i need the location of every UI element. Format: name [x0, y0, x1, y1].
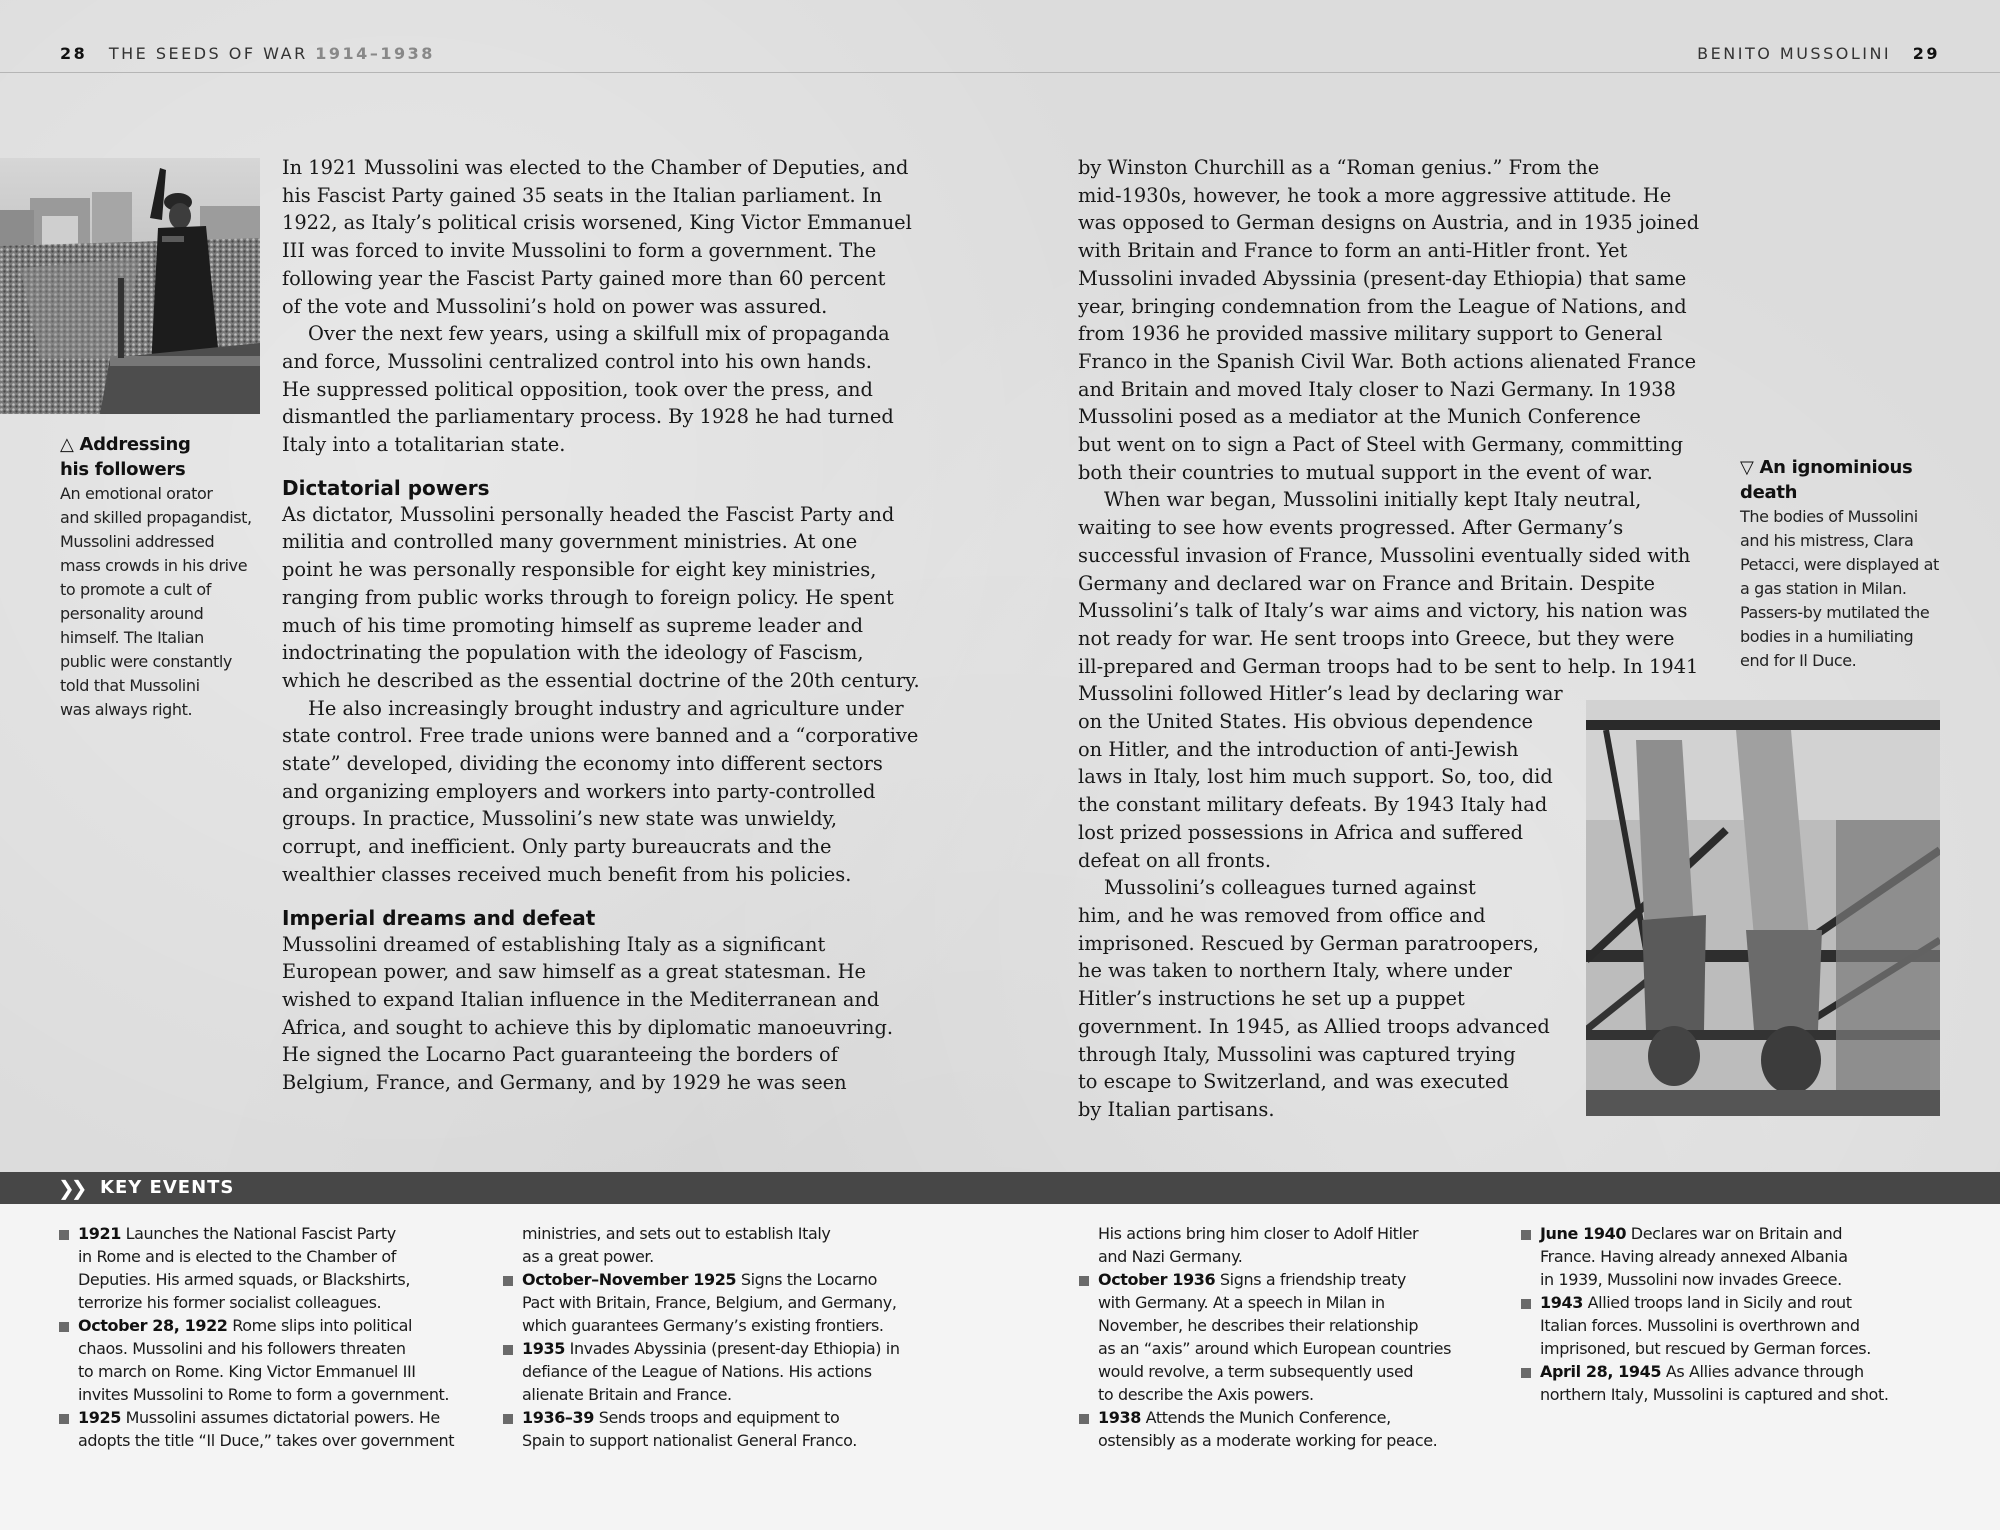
paragraph: When war began, Mussolini initially kept Italy neutral, waiting to see how events progressed. After Germany’s successful invasion of France, Mussolini eventually sided with Germany and declared war on France and Britain. Despite Mussolini’s talk of Italy’s war aims and victory, his nation was not ready for war. He sent troops into Greece, but they were ill-prepared and German troops had to be sent to help. In 1941 Mussolini followed Hitler’s lead by declaring war on the United States. His obvious dependence on Hitler, and the introduction of anti-Jewish laws in Italy, lost him much support. So, too, did the constant military defeats. By 1943 Italy had lost prized possessions in Africa and suffered defeat on all fronts.	[1078, 488, 1699, 872]
key-event-item: 1921 Launches the National Fascist Party	[58, 1222, 454, 1245]
chapter-title: BENITO MUSSOLINI	[1697, 44, 1892, 63]
key-event-item: 1936–39 Sends troops and equipment to	[502, 1406, 900, 1429]
right-caption-title: ▽ An ignominious death	[1740, 457, 1913, 503]
key-event-item: October 1936 Signs a friendship treaty	[1078, 1268, 1451, 1291]
paragraph: He also increasingly brought industry and agriculture under state control. Free trade unions were banned and a “corporative state” developed, dividing the economy into different sectors and organizing employers and workers into party-controlled groups. In practice, Mussolini’s new state was unwieldy, corrupt, and inefficient. Only party bureaucrats and the wealthier classes received much benefit from his policies.	[282, 696, 919, 886]
key-events-column-4: June 1940 Declares war on Britain and France. Having already annexed Albania in 1939, Mussolini now invades Greece. 1943 Allied troops land in Sicily and rout Italian forces. Mussolini is overthrown and imprisoned, but rescued by German forces. April 28, 1945 As Allies advance through northern Italy, Mussolini is captured and shot.	[1520, 1222, 1889, 1406]
heading-dictatorial-powers: Dictatorial powers	[282, 475, 490, 500]
running-header-right	[1697, 44, 1940, 63]
triangle-down-icon: ▽	[1740, 457, 1754, 478]
left-caption-text: An emotional orator and skilled propagandist, Mussolini addressed mass crowds in his drive to promote a cult of personality around himself. The Italian public were constantly told that Mussolini was always right.	[60, 484, 252, 719]
left-caption-title: △ Addressing his followers	[60, 434, 191, 480]
paragraph: As dictator, Mussolini personally headed the Fascist Party and militia and controlled many government ministries. At one point he was personally responsible for eight key ministries, ranging from public works through to foreign policy. He spent much of his time promoting himself as supreme leader and indoctrinating the population with the ideology of Fascism, which he described as the essential doctrine of the 20th century.	[282, 502, 920, 692]
running-header-left	[60, 44, 435, 63]
paragraph: Mussolini dreamed of establishing Italy as a significant European power, and saw himself as a great statesman. He wished to expand Italian influence in the Mediterranean and Africa, and sought to achieve this by diplomatic manoeuvring. He signed the Locarno Pact guaranteeing the borders of Belgium, France, and Germany, and by 1929 he was seen	[282, 932, 894, 1095]
key-events-column-1: 1921 Launches the National Fascist Party in Rome and is elected to the Chamber of Deputies. His armed squads, or Blackshirts, terrorize his former socialist colleagues. October 28, 1922 Rome slips into political chaos. Mussolini and his followers threaten to march on Rome. King Victor Emmanuel III invites Mussolini to Rome to form a government. 1925 Mussolini assumes dictatorial powers. He adopts the title “Il Duce,” takes over government	[58, 1222, 454, 1452]
section-years: 1914–1938	[315, 44, 435, 63]
header-rule	[0, 72, 2000, 73]
triangle-up-icon: △	[60, 434, 74, 455]
key-events-column-3: His actions bring him closer to Adolf Hitler and Nazi Germany. October 1936 Signs a friendship treaty with Germany. At a speech in Milan in November, he describes their relationship as an “axis” around which European countries would revolve, a term subsequently used to describe the Axis powers. 1938 Attends the Munich Conference, ostensibly as a moderate working for peace.	[1078, 1222, 1451, 1452]
page-number-left: 28	[60, 44, 88, 63]
paragraph: Over the next few years, using a skilfull mix of propaganda and force, Mussolini centralized control into his own hands. He suppressed political opposition, took over the press, and dismantled the parliamentary process. By 1928 he had turned Italy into a totalitarian state.	[282, 322, 894, 457]
key-event-item: 1935 Invades Abyssinia (present-day Ethiopia) in	[502, 1337, 900, 1360]
body-column-1	[282, 154, 942, 1097]
key-event-item: October–November 1925 Signs the Locarno	[502, 1268, 900, 1291]
double-chevron-right-icon: ❯❯	[58, 1176, 84, 1200]
key-event-item: April 28, 1945 As Allies advance through	[1520, 1360, 1889, 1383]
photo-mussolini-death	[1586, 700, 1940, 1116]
section-title: THE SEEDS OF WAR	[108, 44, 308, 63]
key-event-item: June 1940 Declares war on Britain and	[1520, 1222, 1889, 1245]
right-caption-text: The bodies of Mussolini and his mistress, Clara Petacci, were displayed at a gas station in Milan. Passers-by mutilated the bodies in a humiliating end for Il Duce.	[1740, 507, 1939, 670]
left-caption	[60, 432, 252, 722]
photo-mussolini-addressing-crowd	[0, 158, 260, 414]
key-event-item: 1925 Mussolini assumes dictatorial powers. He	[58, 1406, 454, 1429]
right-caption	[1740, 455, 1939, 673]
key-event-item: 1943 Allied troops land in Sicily and rout	[1520, 1291, 1889, 1314]
key-event-item: 1938 Attends the Munich Conference,	[1078, 1406, 1451, 1429]
paragraph: by Winston Churchill as a “Roman genius.” From the mid-1930s, however, he took a more aggressive attitude. He was opposed to German designs on Austria, and in 1935 joined with Britain and France to form an anti-Hitler front. Yet Mussolini invaded Abyssinia (present-day Ethiopia) that same year, bringing condemnation from the League of Nations, and from 1936 he provided massive military support to General Franco in the Spanish Civil War. Both actions alienated France and Britain and moved Italy closer to Nazi Germany. In 1938 Mussolini posed as a mediator at the Munich Conference but went on to sign a Pact of Steel with Germany, committing both their countries to mutual support in the event of war.	[1078, 156, 1700, 484]
paragraph: In 1921 Mussolini was elected to the Chamber of Deputies, and his Fascist Party gained 35 seats in the Italian parliament. In 1922, as Italy’s political crisis worsened, King Victor Emmanuel III was forced to invite Mussolini to form a government. The following year the Fascist Party gained more than 60 percent of the vote and Mussolini’s hold on power was assured.	[282, 156, 912, 318]
key-events-title: KEY EVENTS	[100, 1177, 235, 1198]
heading-imperial-dreams: Imperial dreams and defeat	[282, 905, 596, 930]
page-number-right: 29	[1912, 44, 1940, 63]
key-events-bar	[0, 1172, 2000, 1204]
key-event-item: October 28, 1922 Rome slips into political	[58, 1314, 454, 1337]
paragraph: Mussolini’s colleagues turned against him, and he was removed from office and imprisoned. Rescued by German paratroopers, he was taken to northern Italy, where under Hitler’s instructions he set up a puppet government. In 1945, as Allied troops advanced through Italy, Mussolini was captured trying to escape to Switzerland, and was executed by Italian partisans.	[1078, 876, 1550, 1121]
key-events-column-2: ministries, and sets out to establish Italy as a great power. October–November 1925 Signs the Locarno Pact with Britain, France, Belgium, and Germany, which guarantees Germany’s existing frontiers. 1935 Invades Abyssinia (present-day Ethiopia) in defiance of the League of Nations. His actions alienate Britain and France. 1936–39 Sends troops and equipment to Spain to support nationalist General Franco.	[502, 1222, 900, 1452]
